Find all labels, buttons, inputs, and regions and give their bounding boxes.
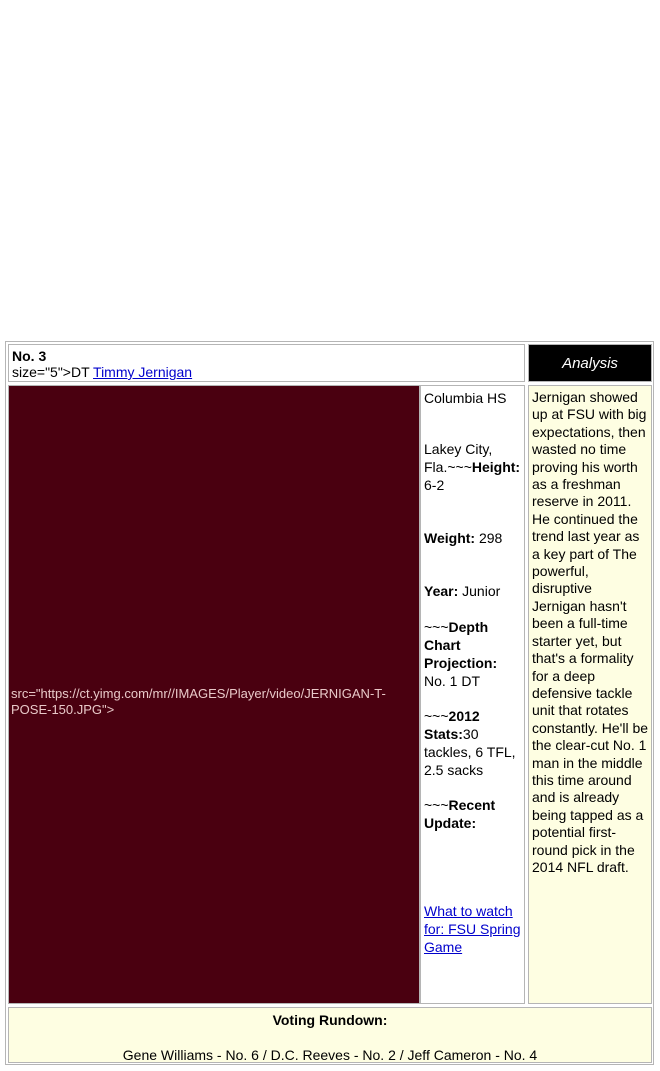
depth-value: No. 1 DT	[424, 673, 481, 689]
recent-update-line	[424, 796, 522, 832]
player-name-link[interactable]: Timmy Jernigan	[93, 364, 193, 380]
update-label: Recent Update:	[424, 797, 496, 831]
depth-label: Depth Chart Projection:	[424, 619, 498, 671]
voting-rundown-cell	[8, 1007, 652, 1063]
year-label: Year:	[424, 583, 459, 599]
height-label: Height:	[471, 459, 521, 475]
year-value: Junior	[462, 583, 501, 599]
school-text: Columbia HS	[424, 390, 507, 406]
stats-prefix: ~~~	[424, 708, 449, 724]
year-line	[424, 582, 522, 600]
update-prefix: ~~~	[424, 797, 449, 813]
voting-text: Gene Williams - No. 6 / D.C. Reeves - No. 2 / Jeff Cameron - No. 4	[122, 1047, 538, 1063]
stats-label: 2012 Stats:	[424, 708, 480, 742]
depth-prefix: ~~~	[424, 619, 449, 635]
stats-line	[424, 707, 522, 779]
analysis-text: Jernigan showed up at FSU with big expectations, then wasted no time proving his worth as a freshman reserve in 2011. He continued the trend last year as a key part of The powerful, disruptive Jernigan hasn't been a full-time starter yet, but that's a formality for a deep defensive tackle unit that rotates constantly. He'll be the clear-cut No. 1 man in the middle this time around and is already being tapped as a potential first-round pick in the 2014 NFL draft.	[532, 389, 649, 875]
broken-image-src-text: src="https://ct.yimg.com/mr//IMAGES/Player/video/JERNIGAN-T-POSE-150.JPG">	[11, 686, 386, 717]
player-photo-broken	[8, 385, 420, 1004]
voting-title: Voting Rundown:	[272, 1012, 388, 1028]
weight-value: 298	[478, 530, 503, 546]
height-value: 6-2	[424, 477, 445, 493]
stats-value: 30 tackles, 6 TFL, 2.5 sacks	[424, 726, 516, 778]
player-table	[5, 341, 654, 1065]
update-link-line	[424, 902, 522, 956]
player-title-line	[12, 364, 521, 380]
analysis-header: Analysis	[528, 344, 652, 382]
weight-line	[424, 529, 522, 547]
rank-label: No. 3	[12, 348, 47, 364]
hometown-text: Lakey City, Fla.~~~	[424, 441, 493, 475]
depth-line	[424, 618, 522, 690]
position-text: size="5">DT	[12, 364, 94, 380]
analysis-cell	[528, 385, 652, 1004]
what-to-watch-link[interactable]: What to watch for: FSU Spring Game	[424, 903, 521, 955]
weight-label: Weight:	[424, 530, 476, 546]
player-info-cell	[420, 385, 525, 1004]
player-header-cell	[8, 344, 525, 382]
hometown-height-line	[424, 440, 522, 494]
